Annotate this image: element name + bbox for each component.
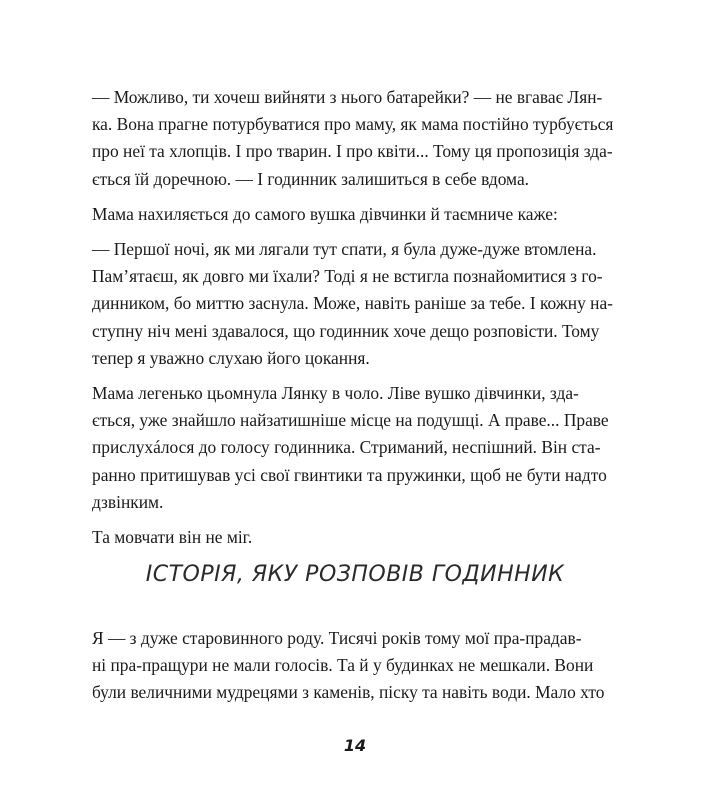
paragraph — [92, 84, 620, 193]
text-line: були величними мудрецями з каменів, піску та навіть води. Мало хто — [92, 682, 605, 703]
paragraph — [92, 524, 620, 551]
text-line: Мама легенько цьомнула Лянку в чоло. Ліве вушко дівчинки, зда- — [92, 383, 579, 404]
text-line: ні пра-пращури не мали голосів. Та й у будинках не мешкали. Вони — [92, 655, 594, 676]
text-line: ступну ніч мені здавалося, що годинник хоче дещо розповісти. Тому — [92, 320, 600, 341]
text-line: ється їй доречною. — І годинник залишиться в себе вдома. — [92, 168, 530, 189]
text-line: прислухáлося до голосу годинника. Стриманий, неспішний. Він ста- — [92, 437, 601, 458]
text-line: Мама нахиляється до самого вушка дівчинки й таємниче каже: — [92, 203, 558, 224]
text-line: ється, уже знайшло найзатишніше місце на подушці. А праве... Праве — [92, 410, 609, 431]
text-block — [92, 84, 620, 559]
text-line: Пам’ятаєш, як довго ми їхали? Тоді я не встигла познайомитися з го- — [92, 266, 603, 287]
text-line: ранно притишував усі свої гвинтики та пружинки, щоб не бути надто — [92, 464, 607, 485]
text-line: тепер я уважно слухаю його цокання. — [92, 347, 370, 368]
text-line: — Можливо, ти хочеш вийняти з нього батарейки? — не вгаває Лян- — [92, 87, 603, 107]
text-line: динником, бо миттю заснула. Може, навіть раніше за тебе. І кожну на- — [92, 293, 613, 314]
text-line: Та мовчати він не міг. — [92, 527, 253, 548]
paragraph — [92, 625, 620, 707]
text-line: про неї та хлопців. І про тварин. І про квіти... Тому ця пропозиція зда- — [92, 141, 613, 162]
story-block — [92, 625, 620, 715]
paragraph — [92, 201, 620, 228]
page-number: 14 — [343, 736, 367, 755]
text-line: ка. Вона прагне потурбуватися про маму, як мама постійно турбується — [92, 114, 614, 135]
text-line: дзвінким. — [92, 491, 164, 512]
text-line: Я — з дуже старовинного роду. Тисячі років тому мої пра-прадав- — [92, 628, 582, 648]
text-line: — Першої ночі, як ми лягали тут спати, я була дуже-дуже втомлена. — [92, 239, 597, 260]
paragraph — [92, 236, 620, 372]
chapter-heading: ІСТОРІЯ, ЯКУ РОЗПОВІВ ГОДИННИК — [145, 562, 565, 587]
paragraph — [92, 380, 620, 516]
